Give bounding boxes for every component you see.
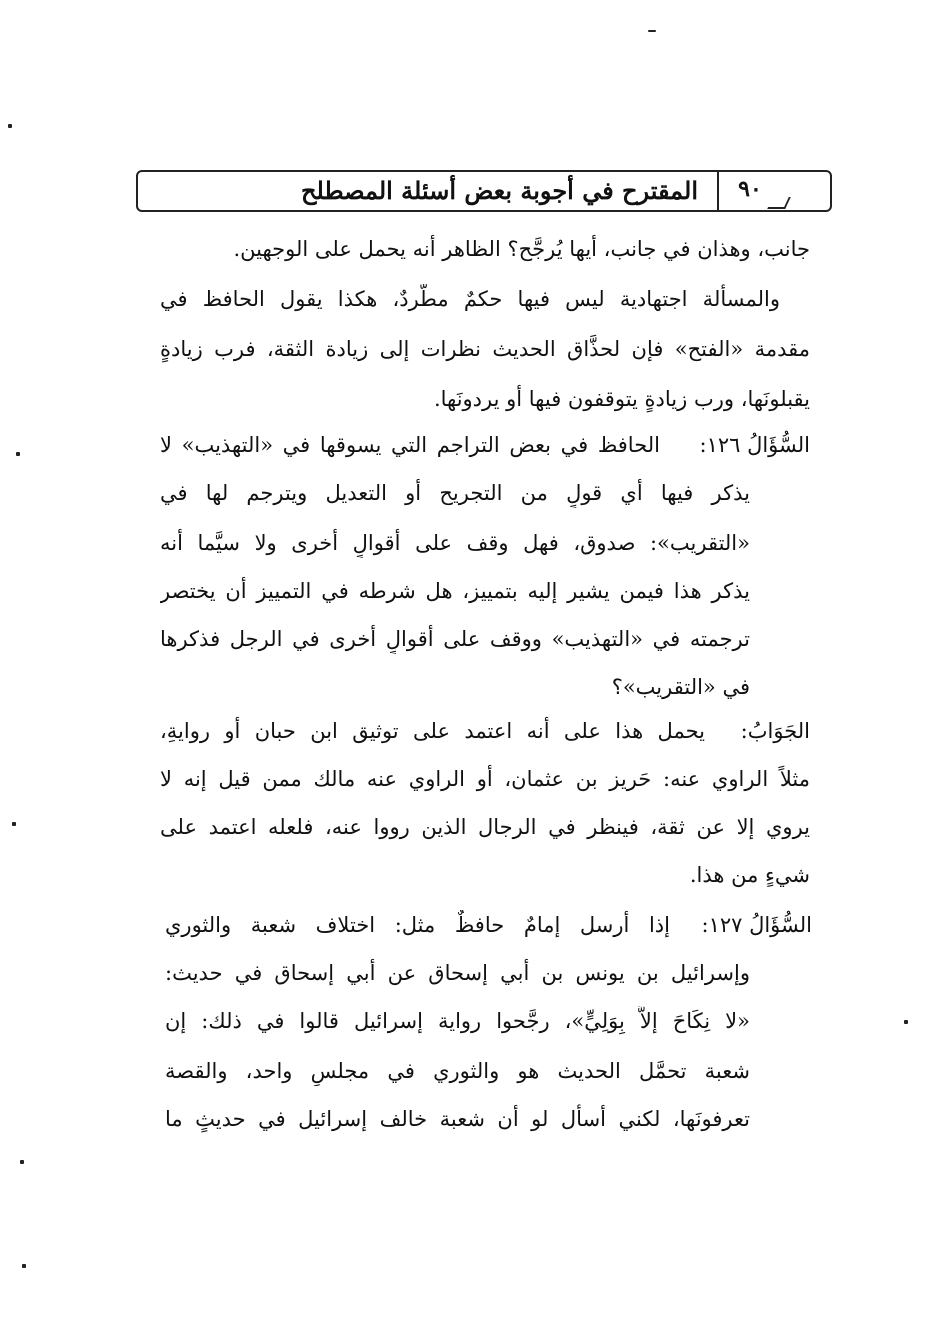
text-line: إذا أرسل إمامٌ حافظٌ مثل: اختلاف شعبة والثوري <box>165 913 670 937</box>
question-label: السُّؤَالُ ١٢٦: <box>699 433 810 457</box>
text-line: الحافظ في بعض التراجم التي يسوقها في «التهذيب» لا <box>160 433 660 457</box>
scan-speck <box>16 452 20 456</box>
scan-speck <box>12 822 16 826</box>
question-label: السُّؤَالُ ١٢٧: <box>701 913 812 937</box>
text-line: يقبلونَها، ورب زيادةٍ يتوقفون فيها أو يردونَها. <box>433 387 810 411</box>
text-line: يروي إلا عن ثقة، فينظر في الرجال الذين رووا عنه، فلعله اعتمد على <box>160 815 810 839</box>
text-line: مثلاً الراوي عنه: حَريز بن عثمان، أو الراوي عنه مالك ممن قيل إنه لا <box>160 767 810 791</box>
text-line: يحمل هذا على أنه اعتمد على توثيق ابن حبان أو روايةِ، <box>160 719 705 743</box>
text-line: ترجمته في «التهذيب» ووقف على أقوالٍ أخرى في الرجل فذكرها <box>160 627 750 651</box>
text-line: تعرفونَها، لكني أسأل لو أن شعبة خالف إسرائيل في حديثٍ ما <box>165 1107 750 1131</box>
text-line: وإسرائيل بن يونس بن أبي إسحاق عن أبي إسحاق في حديث: <box>165 961 750 985</box>
answer-label: الجَوَابُ: <box>740 719 810 743</box>
text-line: شعبة تحمَّل الحديث هو والثوري في مجلسٍ واحد، والقصة <box>165 1059 750 1083</box>
text-line: «التقريب»: صدوق، فهل وقف على أقوالٍ أخرى ولا سيَّما أنه <box>160 531 750 555</box>
text-line: والمسألة اجتهادية ليس فيها حكمٌ مطَّردٌ، هكذا يقول الحافظ في <box>160 287 780 311</box>
page-number: ٩٠ <box>738 176 762 202</box>
scan-speck <box>22 1264 26 1268</box>
text-line: جانب، وهذان في جانب، أيها يُرجَّح؟ الظاهر أنه يحمل على الوجهين. <box>233 237 810 261</box>
text-line: مقدمة «الفتح» فإن لحذَّاق الحديث نظرات إلى زيادة الثقة، فرب زيادةٍ <box>160 337 810 361</box>
text-line: في «التقريب»؟ <box>611 675 750 699</box>
text-line: «لا نِكَاحَ إلاَّ بِوَلِيٍّ»، رجَّحوا رواية إسرائيل قالوا في ذلك: إن <box>165 1009 750 1033</box>
scan-speck <box>8 124 12 128</box>
scan-speck <box>648 30 656 32</box>
header-divider <box>717 170 719 212</box>
text-line: شيءٍ من هذا. <box>689 863 810 887</box>
text-line: يذكر هذا فيمن يشير إليه بتمييز، هل شرطه في التمييز أن يختصر <box>160 579 750 603</box>
book-title: المقترح في أجوبة بعض أسئلة المصطلح <box>301 176 698 205</box>
scan-speck <box>904 1020 908 1024</box>
text-line: يذكر فيها أي قولٍ من التجريح أو التعديل ويترجم لها في <box>160 481 750 505</box>
scan-speck <box>20 1160 24 1164</box>
